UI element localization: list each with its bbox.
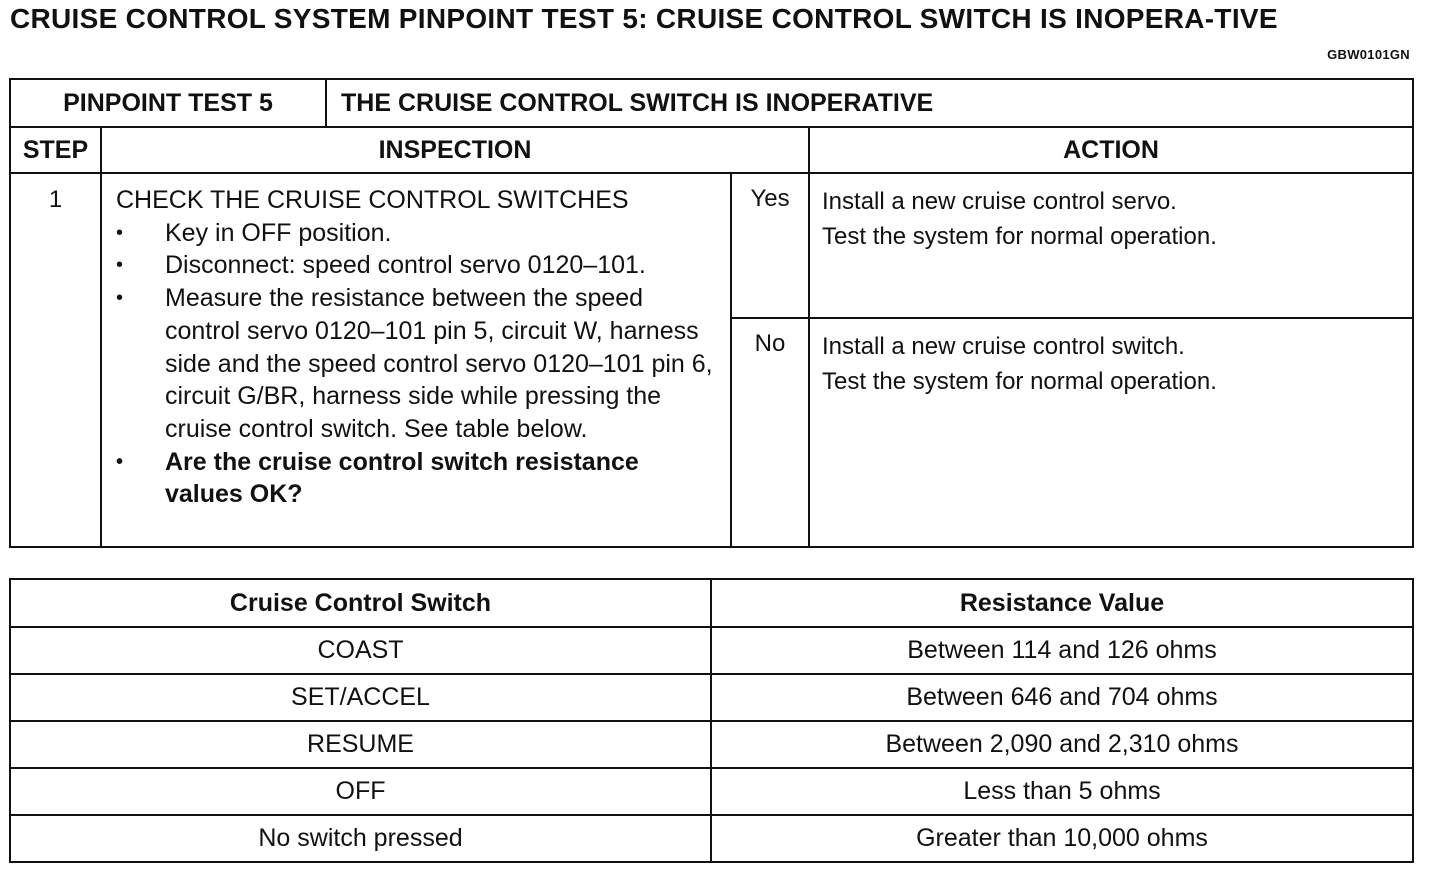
bullet-item: • Disconnect: speed control servo 0120–101. <box>116 249 716 282</box>
action-column-header: ACTION <box>809 127 1413 173</box>
table-row <box>10 815 1413 862</box>
inspection-cell <box>101 173 731 547</box>
figure-code: GBW0101GN <box>1327 47 1410 62</box>
bullet-item-question: • Are the cruise control switch resistance values OK? <box>116 446 716 511</box>
resistance-header-row <box>10 579 1413 627</box>
step-number: 1 <box>10 173 101 547</box>
yes-label: Yes <box>731 173 809 318</box>
step-column-header: STEP <box>10 127 101 173</box>
inspection-bullets <box>116 217 716 511</box>
column-header-row <box>10 127 1413 173</box>
value-column-header: Resistance Value <box>711 579 1413 627</box>
value-cell: Greater than 10,000 ohms <box>711 815 1413 862</box>
switch-cell: No switch pressed <box>10 815 711 862</box>
switch-cell: OFF <box>10 768 711 815</box>
switch-cell: SET/ACCEL <box>10 674 711 721</box>
no-action-line: Install a new cruise control switch. <box>822 333 1185 360</box>
page-title: CRUISE CONTROL SYSTEM PINPOINT TEST 5: CRUISE CONTROL SWITCH IS INOPERA-TIVE <box>10 3 1278 34</box>
pinpoint-test-table <box>9 78 1414 548</box>
value-cell: Between 114 and 126 ohms <box>711 627 1413 674</box>
switch-cell: COAST <box>10 627 711 674</box>
switch-cell: RESUME <box>10 721 711 768</box>
no-action-line: Test the system for normal operation. <box>822 368 1217 395</box>
yes-action-line: Install a new cruise control servo. <box>822 188 1177 215</box>
table-row <box>10 768 1413 815</box>
pinpoint-label: PINPOINT TEST 5 <box>10 79 326 127</box>
yes-action-line: Test the system for normal operation. <box>822 223 1217 250</box>
no-label: No <box>731 318 809 547</box>
yes-action <box>809 173 1413 318</box>
pinpoint-header-row <box>10 79 1413 127</box>
table-row <box>10 721 1413 768</box>
resistance-table <box>9 578 1414 863</box>
value-cell: Between 646 and 704 ohms <box>711 674 1413 721</box>
bullet-item: • Key in OFF position. <box>116 217 716 250</box>
inspection-column-header: INSPECTION <box>101 127 809 173</box>
switch-column-header: Cruise Control Switch <box>10 579 711 627</box>
bullet-item: • Measure the resistance between the speed control servo 0120–101 pin 5, circuit W, harness side and the speed control servo 0120–101 pin 6, circuit G/BR, harness side while pressing the cruise control switch. See table below. <box>116 282 716 446</box>
inspection-heading: CHECK THE CRUISE CONTROL SWITCHES <box>116 186 629 214</box>
table-row <box>10 674 1413 721</box>
value-cell: Between 2,090 and 2,310 ohms <box>711 721 1413 768</box>
pinpoint-title: THE CRUISE CONTROL SWITCH IS INOPERATIVE <box>326 79 1413 127</box>
table-row <box>10 627 1413 674</box>
step-row <box>10 173 1413 318</box>
no-action <box>809 318 1413 547</box>
value-cell: Less than 5 ohms <box>711 768 1413 815</box>
